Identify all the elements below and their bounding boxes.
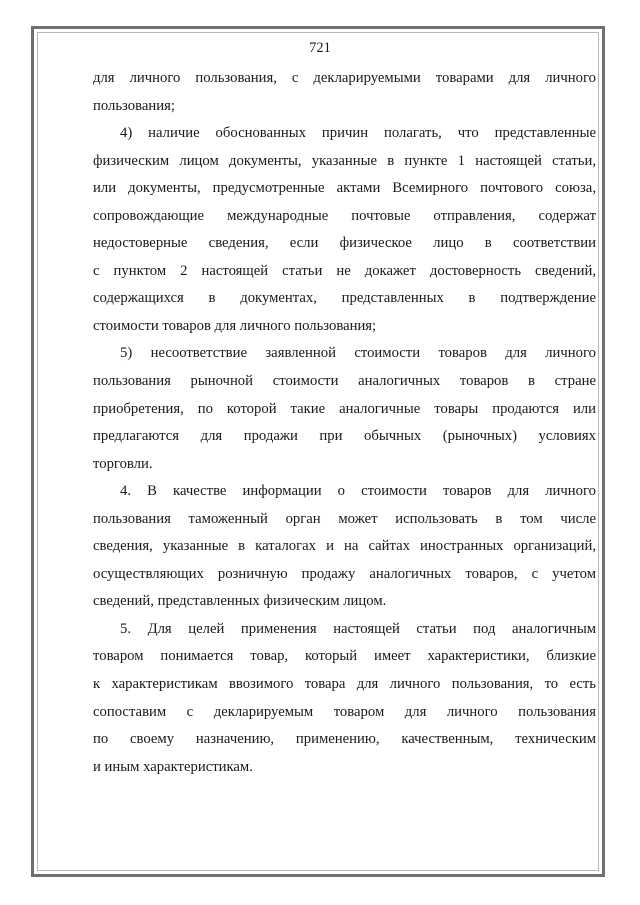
text-line: к характеристикам ввозимого товара для личного пользования, то есть (93, 676, 596, 693)
text-line: 5) несоответствие заявленной стоимости товаров для личного (120, 345, 596, 362)
text-line: содержащихся в документах, представленных в подтверждение (93, 290, 596, 307)
text-line: с пунктом 2 настоящей статьи не докажет достоверность сведений, (93, 262, 596, 279)
text-line: пользования; (93, 97, 175, 114)
text-line: и иным характеристикам. (93, 758, 253, 775)
text-line: сопровождающие международные почтовые отправления, содержат (93, 207, 596, 224)
text-line: пользования таможенный орган может использовать в том числе (93, 510, 596, 527)
text-line: пользования рыночной стоимости аналогичных товаров в стране (93, 373, 596, 390)
text-line: приобретения, по которой такие аналогичные товары продаются или (93, 400, 596, 417)
text-line: 4. В качестве информации о стоимости товаров для личного (120, 483, 596, 500)
text-line: 5. Для целей применения настоящей статьи под аналогичным (120, 620, 596, 637)
text-line: товаром понимается товар, который имеет характеристики, близкие (93, 648, 596, 665)
text-line: недостоверные сведения, если физическое лицо в соответствии (93, 235, 596, 252)
text-line: сопоставим с декларируемым товаром для личного пользования (93, 703, 596, 720)
page-number: 721 (309, 40, 331, 56)
paragraph-item-5 (93, 340, 596, 478)
text-line: стоимости товаров для личного пользования; (93, 317, 377, 334)
text-line: предлагаются для продажи при обычных (рыночных) условиях (93, 428, 596, 445)
text-line: сведения, указанные в каталогах и на сайтах иностранных организаций, (93, 538, 596, 555)
text-line: осуществляющих розничную продажу аналогичных товаров, с учетом (93, 565, 596, 582)
paragraph-item-4 (93, 120, 596, 340)
paragraph-point-5 (93, 616, 596, 781)
text-line: сведений, представленных физическим лицом. (93, 593, 387, 610)
text-line: торговли. (93, 455, 153, 472)
text-line: по своему назначению, применению, качественным, техническим (93, 731, 596, 748)
paragraph-point-4 (93, 478, 596, 616)
paragraph-continuation (93, 65, 596, 120)
text-line: 4) наличие обоснованных причин полагать, что представленные (120, 125, 596, 142)
text-line: или документы, предусмотренные актами Всемирного почтового союза, (93, 180, 596, 197)
text-line: для личного пользования, с декларируемыми товарами для личного (93, 70, 596, 86)
text-line: физическим лицом документы, указанные в пункте 1 настоящей статьи, (93, 152, 596, 169)
document-body (93, 65, 596, 781)
